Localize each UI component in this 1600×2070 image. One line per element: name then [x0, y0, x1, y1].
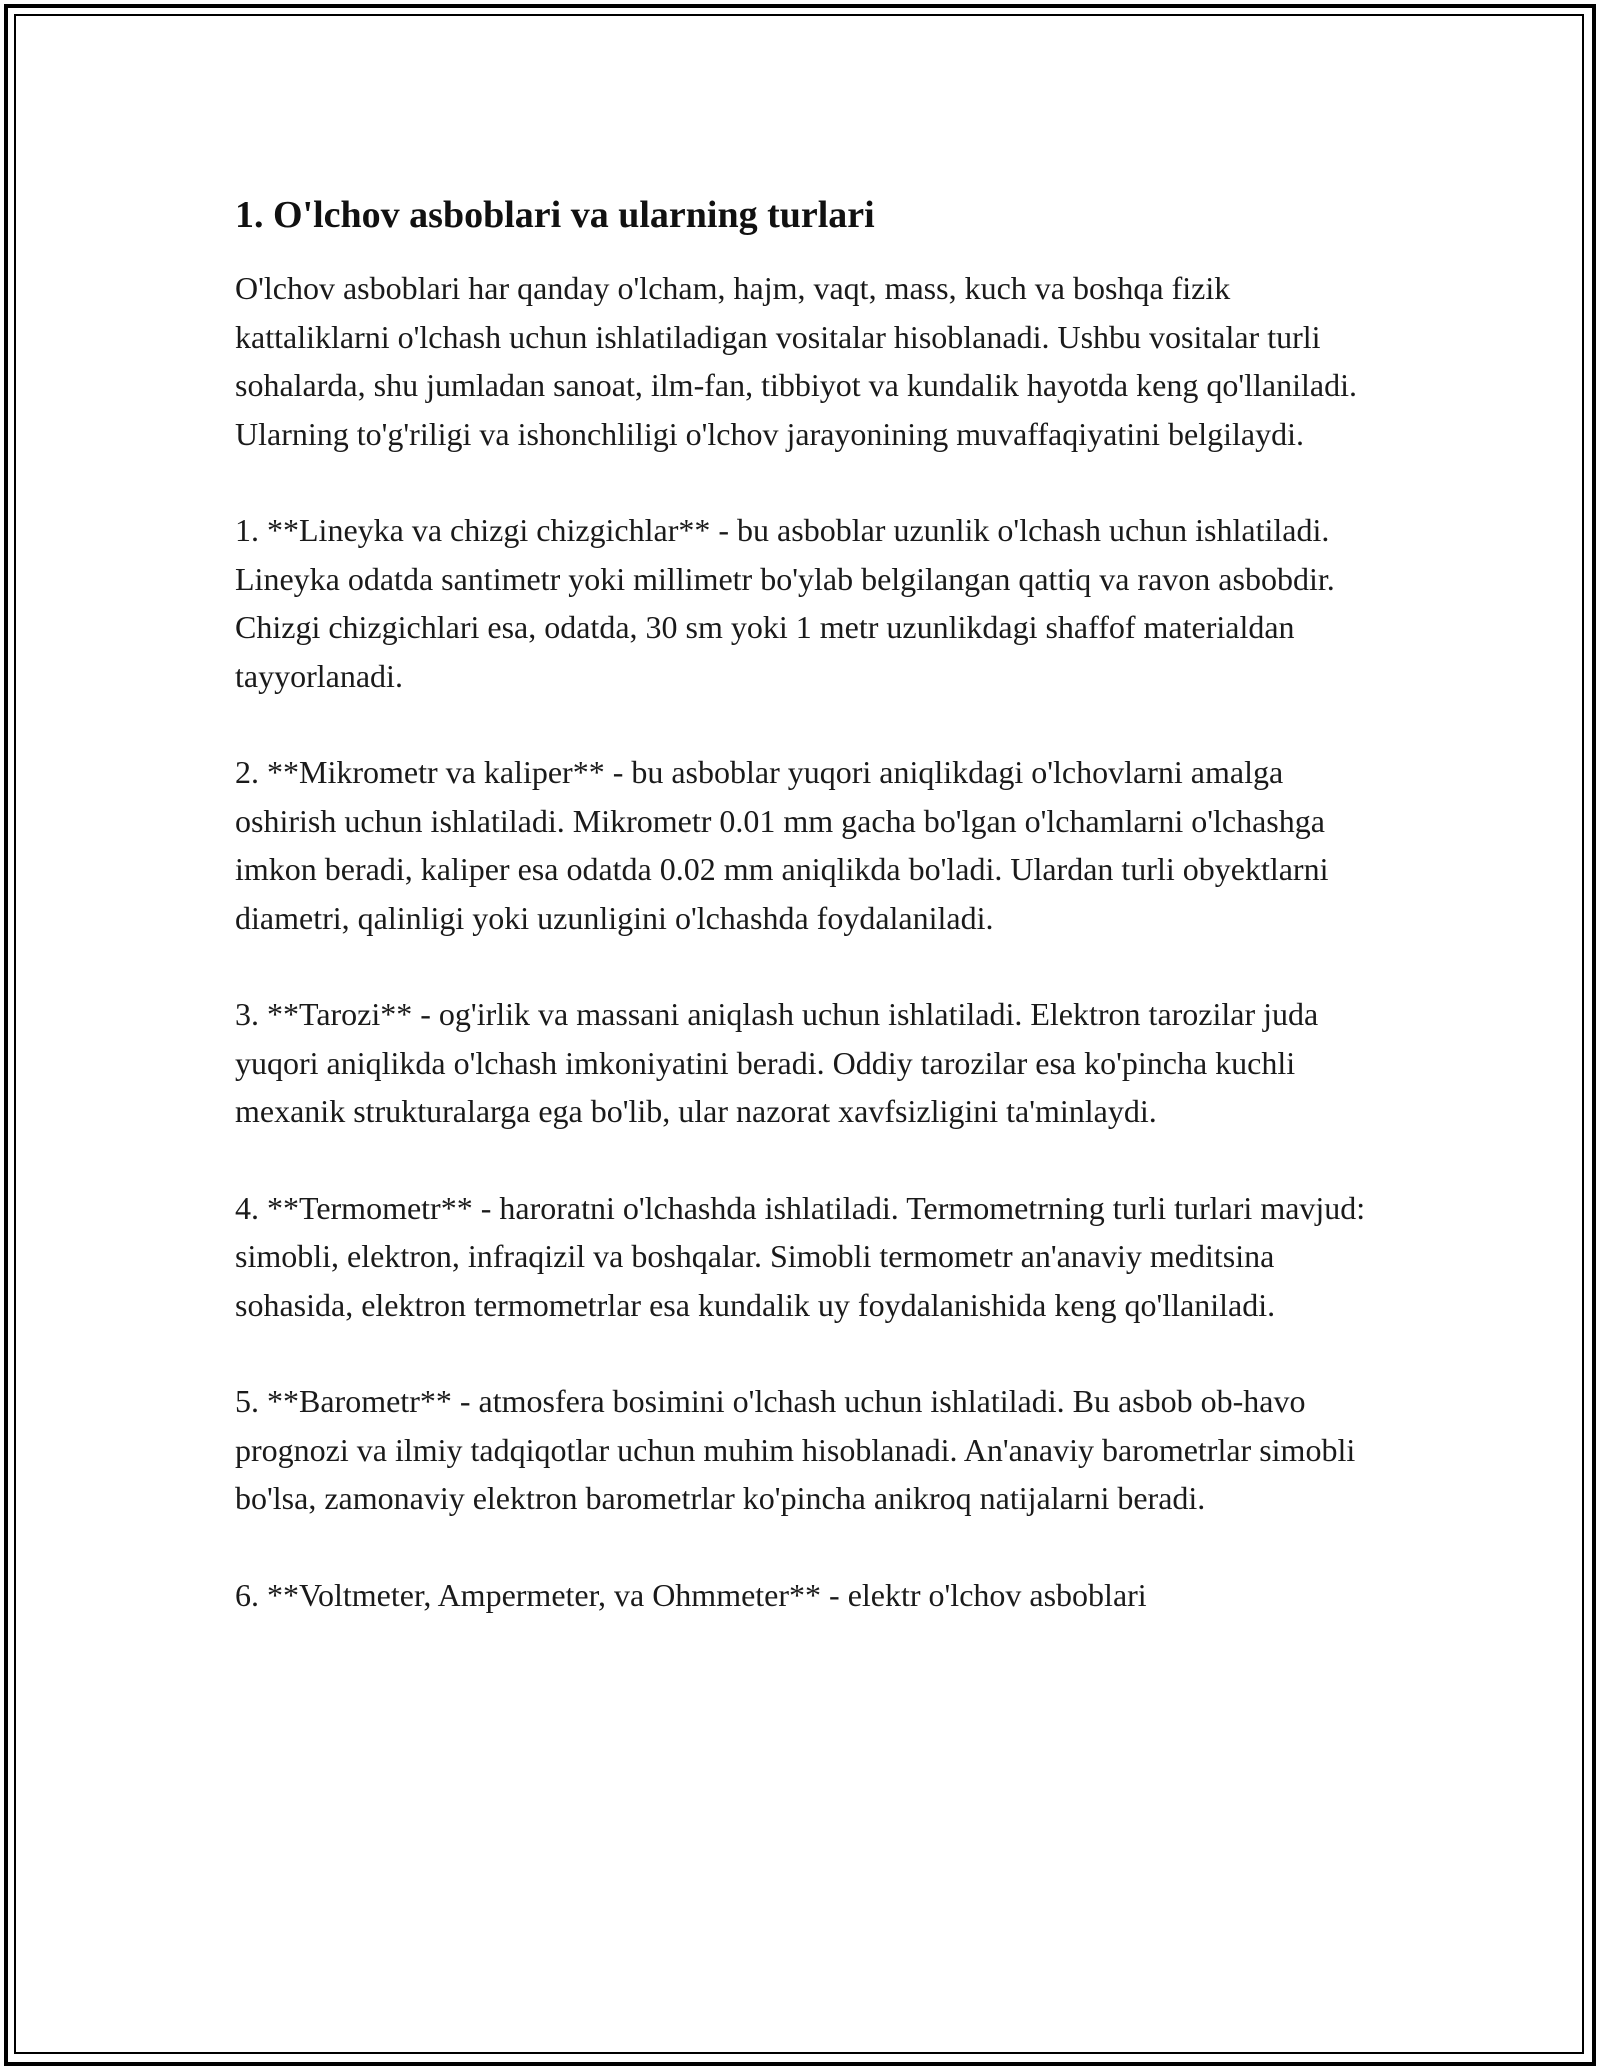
paragraph-mikrometr: 2. **Mikrometr va kaliper** - bu asboblar yuqori aniqlikdagi o'lchovlarni amalga oshirish uchun ishlatiladi. Mikrometr 0.01 mm gacha bo'lgan o'lchamlarni o'lchashga imkon beradi, kaliper esa odatda 0.02 mm aniqlikda bo'ladi. Ulardan turli obyektlarni diametri, qalinligi yoki uzunligini o'lchashda foydalaniladi. [235, 754, 1329, 936]
paragraph-termometr: 4. **Termometr** - haroratni o'lchashda ishlatiladi. Termometrning turli turlari mavjud: simobli, elektron, infraqizil va boshqalar. Simobli termometr an'anaviy meditsina sohasida, elektron termometrlar esa kundalik uy foydalanishida keng qo'llaniladi. [235, 1189, 1366, 1323]
document-body [235, 188, 1370, 1667]
paragraph-voltmeter: 6. **Voltmeter, Ampermeter, va Ohmmeter** - elektr o'lchov asboblari [235, 1576, 1147, 1613]
intro-paragraph: O'lchov asboblari har qanday o'lcham, hajm, vaqt, mass, kuch va boshqa fizik kattaliklarni o'lchash uchun ishlatiladigan vositalar hisoblanadi. Ushbu vositalar turli sohalarda, shu jumladan sanoat, ilm-fan, tibbiyot va kundalik hayotda keng qo'llaniladi. Ularning to'g'riligi va ishonchliligi o'lchov jarayonining muvaffaqiyatini belgilaydi. [235, 270, 1357, 452]
paragraph-lineyka: 1. **Lineyka va chizgi chizgichlar** - bu asboblar uzunlik o'lchash uchun ishlatiladi. Lineyka odatda santimetr yoki millimetr bo'ylab belgilangan qattiq va ravon asbobdir. Chizgi chizgichlari esa, odatda, 30 sm yoki 1 metr uzunlikdagi shaffof materialdan tayyorlanadi. [235, 512, 1335, 694]
document-title: 1. O'lchov asboblari va ularning turlari [235, 194, 875, 236]
paragraph-tarozi: 3. **Tarozi** - og'irlik va massani aniqlash uchun ishlatiladi. Elektron tarozilar juda yuqori aniqlikda o'lchash imkoniyatini beradi. Oddiy tarozilar esa ko'pincha kuchli mexanik strukturalarga ega bo'lib, ular nazorat xavfsizligini ta'minlaydi. [235, 996, 1319, 1129]
paragraph-barometr: 5. **Barometr** - atmosfera bosimini o'lchash uchun ishlatiladi. Bu asbob ob-havo prognozi va ilmiy tadqiqotlar uchun muhim hisoblanadi. An'anaviy barometrlar simobli bo'lsa, zamonaviy elektron barometrlar ko'pincha anikroq natijalarni beradi. [235, 1383, 1356, 1516]
